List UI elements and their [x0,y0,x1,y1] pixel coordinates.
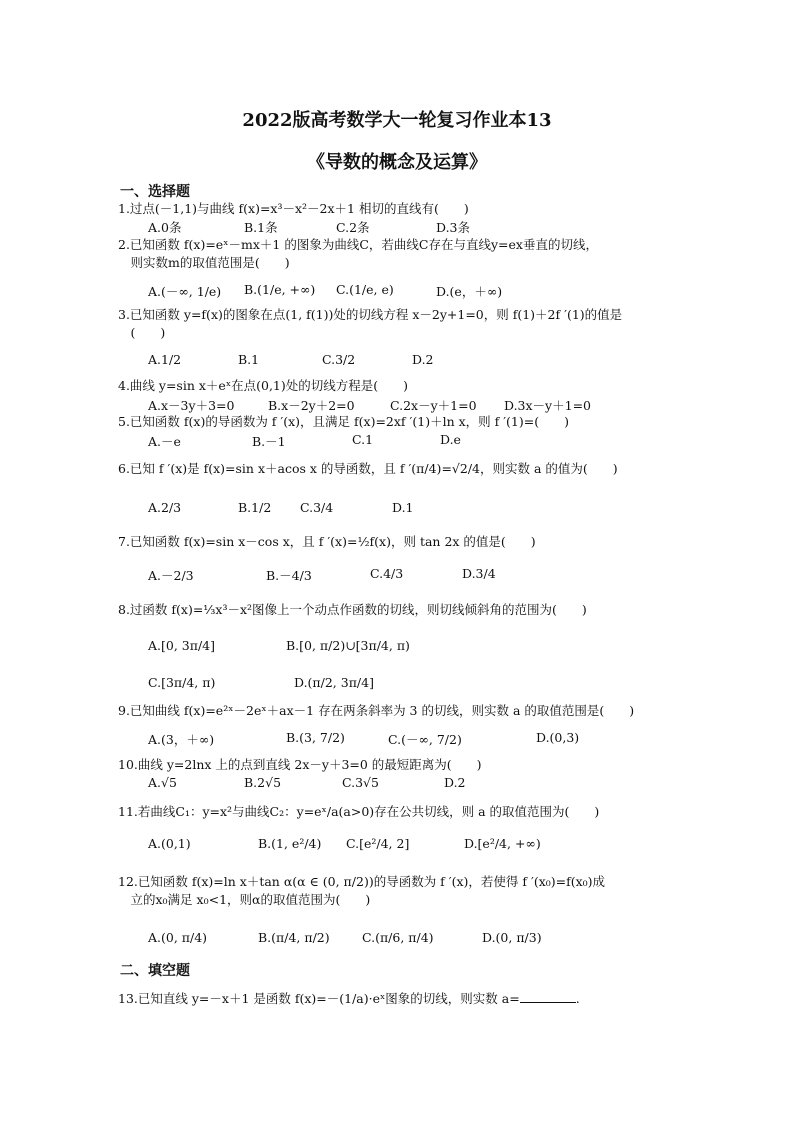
option-d: D.3x－y＋1=0 [504,398,591,413]
option-b: B.x－2y＋2=0 [268,398,355,413]
answer-blank [520,990,576,1003]
option-b: B.1/2 [238,500,272,515]
option-d: D.3/4 [462,566,496,581]
option-c: C.[e²/4, 2] [346,836,410,851]
option-c: C.3/4 [300,500,334,515]
option-a: A.x－3y＋3=0 [148,398,235,413]
question-9-options [148,730,708,750]
question-1: 1.过点(－1,1)与曲线 f(x)=x³－x²－2x＋1 相切的直线有( ) [118,201,469,216]
option-b: B.－4/3 [266,568,312,583]
option-d: D.1 [392,500,414,515]
question-9: 9.已知曲线 f(x)=e²ˣ－2eˣ＋ax－1 存在两条斜率为 3 的切线，则实数 a 的取值范围是( ) [118,703,635,718]
question-7-options [148,566,708,586]
question-3: 3.已知函数 y=f(x)的图象在点(1, f(1))处的切线方程 x－2y+1=0，则 f(1)＋2f ′(1)的值是 ( ) [118,307,623,340]
question-1-options [148,218,708,238]
option-b: B.(π/4, π/2) [258,930,330,945]
option-a: A.[0, 3π/4] [148,638,215,653]
option-c: C.2x－y＋1=0 [390,398,477,413]
option-a: A.－e [148,434,181,449]
option-d: D.3条 [436,220,471,235]
option-c: C.2条 [336,220,370,235]
option-a: A.0条 [148,220,182,235]
question-6: 6.已知 f ′(x)是 f(x)=sin x＋acos x 的导函数，且 f ′(π/4)=√2/4，则实数 a 的值为( ) [118,461,618,476]
question-2-options [148,282,708,302]
question-8: 8.过函数 f(x)=⅓x³－x²图像上一个动点作函数的切线，则切线倾斜角的范围为( ) [118,602,587,617]
document-title: 2022版高考数学大一轮复习作业本13 [242,110,552,131]
question-8-options-row1 [148,638,708,658]
question-10: 10.曲线 y=2lnx 上的点到直线 2x－y＋3=0 的最短距离为( ) [118,757,482,772]
option-c: C.(1/e, e) [336,282,394,297]
option-a: A.(0,1) [148,836,191,851]
question-11: 11.若曲线C₁：y=x²与曲线C₂：y=eˣ/a(a>0)存在公共切线，则 a 的取值范围为( ) [118,804,600,819]
option-d: D.[e²/4, +∞) [464,836,541,851]
question-5-options [148,432,708,452]
option-c: C.1 [352,432,374,447]
option-b: B.－1 [252,434,286,449]
option-d: D.2 [412,352,434,367]
option-a: A.√5 [148,775,177,790]
option-c: C.3/2 [322,352,356,367]
option-d: D.(π/2, 3π/4] [294,675,374,690]
question-7: 7.已知函数 f(x)=sin x－cos x，且 f ′(x)=½f(x)，则 tan 2x 的值是( ) [118,534,536,549]
question-13 [118,990,703,1008]
option-a: A.2/3 [148,500,182,515]
question-4: 4.曲线 y=sin x＋eˣ在点(0,1)处的切线方程是( ) [118,378,409,393]
option-b: B.1 [238,352,260,367]
question-2: 2.已知函数 f(x)=eˣ－mx＋1 的图象为曲线C，若曲线C存在与直线y=ex垂直的切线， 则实数m的取值范围是( ) [118,237,598,270]
option-b: B.(1, e²/4) [258,836,322,851]
option-c: C.(－∞, 7/2) [388,732,462,747]
option-b: B.(1/e, +∞) [244,282,316,297]
option-c: C.[3π/4, π) [148,675,216,690]
option-b: B.2√5 [244,775,282,790]
option-b: B.[0, π/2)∪[3π/4, π) [286,638,410,653]
option-d: D.(e，＋∞) [436,284,503,299]
question-10-options [148,775,708,795]
section-heading-choice: 一、选择题 [120,184,190,200]
option-b: B.(3, 7/2) [286,730,345,745]
option-a: A.(－∞, 1/e) [148,284,222,299]
option-b: B.1条 [244,220,278,235]
option-d: D.2 [444,775,466,790]
option-c: C.3√5 [342,775,379,790]
question-5: 5.已知函数 f(x)的导函数为 f ′(x)，且满足 f(x)=2xf ′(1)＋ln x，则 f ′(1)=( ) [118,414,569,429]
question-13-end: . [575,991,580,1006]
question-6-options [148,500,708,520]
option-c: C.4/3 [370,566,404,581]
option-a: A.(3，＋∞) [148,732,215,747]
option-d: D.(0, π/3) [482,930,542,945]
question-12-options [148,930,708,950]
option-a: A.(0, π/4) [148,930,208,945]
document-subtitle: 《导数的概念及运算》 [307,152,487,173]
option-a: A.－2/3 [148,568,194,583]
option-c: C.(π/6, π/4) [362,930,434,945]
option-d: D.(0,3) [536,730,580,745]
question-13-stem: 13.已知直线 y=－x＋1 是函数 f(x)=－(1/a)·eˣ图象的切线，则实数 a= [118,991,520,1006]
question-8-options-row2 [148,675,708,695]
question-11-options [148,836,708,856]
question-12: 12.已知函数 f(x)=ln x＋tan α(α ∈ (0, π/2))的导函数为 f ′(x)，若使得 f ′(x₀)=f(x₀)成 立的x₀满足 x₀<1，则α的取值范围为( ) [118,874,606,907]
section-heading-fill: 二、填空题 [120,963,190,979]
option-a: A.1/2 [148,352,182,367]
option-d: D.e [440,432,461,447]
question-3-options [148,352,708,372]
